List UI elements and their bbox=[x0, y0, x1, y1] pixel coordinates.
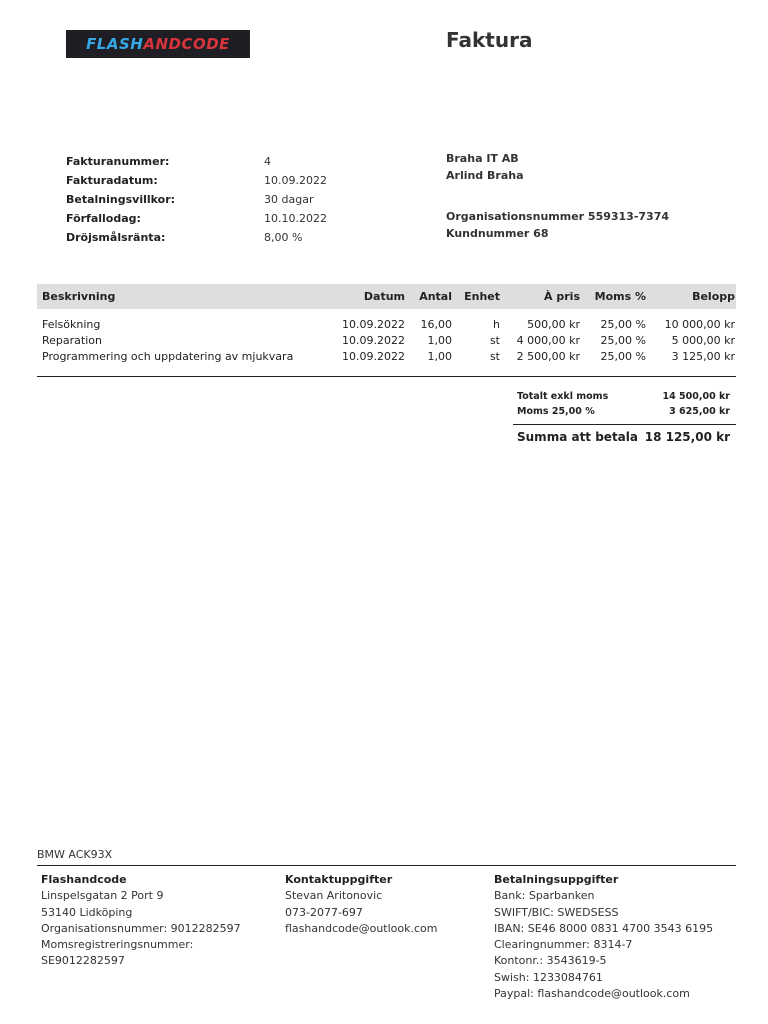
footer-contact-email: flashandcode@outlook.com bbox=[285, 921, 438, 935]
table-header bbox=[37, 284, 736, 309]
client-org-number: Organisationsnummer 559313-7374 bbox=[446, 210, 670, 223]
footer-company bbox=[41, 872, 281, 970]
cell-description: Felsökning bbox=[42, 317, 101, 331]
totals-block bbox=[513, 389, 736, 444]
footer-contact bbox=[285, 872, 485, 937]
cell-date: 10.09.2022 bbox=[342, 349, 405, 363]
footer-payment-line: Bank: Sparbanken bbox=[494, 889, 595, 903]
footer-contact-heading: Kontaktuppgifter bbox=[285, 873, 393, 886]
cell-vat: 25,00 % bbox=[600, 333, 646, 347]
meta-value: 10.10.2022 bbox=[264, 212, 327, 225]
invoice-meta bbox=[66, 155, 327, 250]
header-quantity: Antal bbox=[419, 290, 452, 303]
table-row bbox=[37, 348, 736, 364]
table-row bbox=[37, 316, 736, 332]
cell-date: 10.09.2022 bbox=[342, 317, 405, 331]
meta-row-invoice-date bbox=[66, 174, 327, 193]
meta-value: 30 dagar bbox=[264, 193, 314, 206]
meta-label: Fakturadatum: bbox=[66, 174, 158, 187]
company-logo bbox=[66, 30, 250, 58]
footer-payment bbox=[494, 872, 739, 1002]
cell-quantity: 16,00 bbox=[420, 317, 452, 331]
footer-contact-phone: 073-2077-697 bbox=[285, 905, 363, 919]
meta-value: 4 bbox=[264, 155, 271, 168]
client-contact: Arlind Braha bbox=[446, 168, 524, 182]
cell-amount: 10 000,00 kr bbox=[664, 317, 735, 331]
footer-payment-heading: Betalningsuppgifter bbox=[494, 873, 619, 886]
meta-row-interest bbox=[66, 231, 327, 250]
header-amount: Belopp bbox=[692, 290, 735, 303]
vat-row bbox=[513, 404, 736, 419]
meta-row-payment-terms bbox=[66, 193, 327, 212]
cell-amount: 5 000,00 kr bbox=[671, 333, 735, 347]
header-vat: Moms % bbox=[594, 290, 646, 303]
header-date: Datum bbox=[363, 290, 405, 303]
footer-company-line: Momsregistreringsnummer: bbox=[41, 938, 194, 952]
footer-company-line: 53140 Lidköping bbox=[41, 905, 133, 919]
cell-amount: 3 125,00 kr bbox=[671, 349, 735, 363]
cell-unit: st bbox=[489, 349, 500, 363]
footer-payment-line: Kontonr.: 3543619-5 bbox=[494, 954, 607, 968]
cell-description: Reparation bbox=[42, 333, 102, 347]
footer-payment-line: Paypal: flashandcode@outlook.com bbox=[494, 987, 690, 1001]
document-title: Faktura bbox=[446, 28, 533, 52]
meta-label: Fakturanummer: bbox=[66, 155, 170, 168]
header-unit-price: À pris bbox=[544, 290, 580, 303]
meta-value: 8,00 % bbox=[264, 231, 303, 244]
meta-value: 10.09.2022 bbox=[264, 174, 327, 187]
table-body bbox=[37, 309, 736, 377]
footer-company-line: Linspelsgatan 2 Port 9 bbox=[41, 889, 164, 903]
cell-unit-price: 2 500,00 kr bbox=[516, 349, 580, 363]
cell-unit: h bbox=[493, 317, 500, 331]
footer-payment-line: Clearingnummer: 8314-7 bbox=[494, 938, 633, 952]
subtotal-row bbox=[513, 389, 736, 404]
cell-description: Programmering och uppdatering av mjukvara bbox=[42, 349, 294, 363]
client-block bbox=[446, 151, 524, 184]
meta-label: Förfallodag: bbox=[66, 212, 141, 225]
meta-label: Dröjsmålsränta: bbox=[66, 231, 166, 244]
vat-value: 3 625,00 kr bbox=[669, 406, 730, 417]
meta-row-invoice-number bbox=[66, 155, 327, 174]
footer-company-line: SE9012282597 bbox=[41, 954, 125, 968]
cell-unit: st bbox=[489, 333, 500, 347]
client-company: Braha IT AB bbox=[446, 152, 519, 165]
footer-payment-line: Swish: 1233084761 bbox=[494, 970, 603, 984]
cell-vat: 25,00 % bbox=[600, 349, 646, 363]
logo-text-andcode: ANDCODE bbox=[143, 35, 230, 53]
items-table bbox=[37, 284, 736, 377]
footer-payment-line: IBAN: SE46 8000 0831 4700 3543 6195 bbox=[494, 921, 714, 935]
grand-total-row bbox=[513, 425, 736, 444]
cell-date: 10.09.2022 bbox=[342, 333, 405, 347]
cell-quantity: 1,00 bbox=[427, 333, 452, 347]
header-description: Beskrivning bbox=[42, 290, 116, 303]
client-ids bbox=[446, 209, 669, 242]
logo-text-flash: FLASH bbox=[86, 35, 144, 53]
subtotal-value: 14 500,00 kr bbox=[662, 391, 730, 402]
footer-company-line: Organisationsnummer: 9012282597 bbox=[41, 921, 241, 935]
subtotal-label: Totalt exkl moms bbox=[517, 391, 609, 402]
footer-payment-line: SWIFT/BIC: SWEDSESS bbox=[494, 905, 619, 919]
cell-unit-price: 4 000,00 kr bbox=[516, 333, 580, 347]
vat-label: Moms 25,00 % bbox=[517, 406, 595, 417]
cell-vat: 25,00 % bbox=[600, 317, 646, 331]
footer-divider bbox=[37, 865, 736, 866]
header-unit: Enhet bbox=[464, 290, 500, 303]
vehicle-reference: BMW ACK93X bbox=[37, 848, 113, 861]
cell-quantity: 1,00 bbox=[427, 349, 452, 363]
meta-label: Betalningsvillkor: bbox=[66, 193, 176, 206]
meta-row-due-date bbox=[66, 212, 327, 231]
cell-unit-price: 500,00 kr bbox=[527, 317, 580, 331]
client-customer-number: Kundnummer 68 bbox=[446, 226, 549, 240]
footer-company-heading: Flashandcode bbox=[41, 873, 127, 886]
table-row bbox=[37, 332, 736, 348]
grand-total-label: Summa att betala bbox=[517, 430, 638, 444]
grand-total-value: 18 125,00 kr bbox=[644, 430, 730, 444]
footer-contact-name: Stevan Aritonovic bbox=[285, 889, 383, 903]
